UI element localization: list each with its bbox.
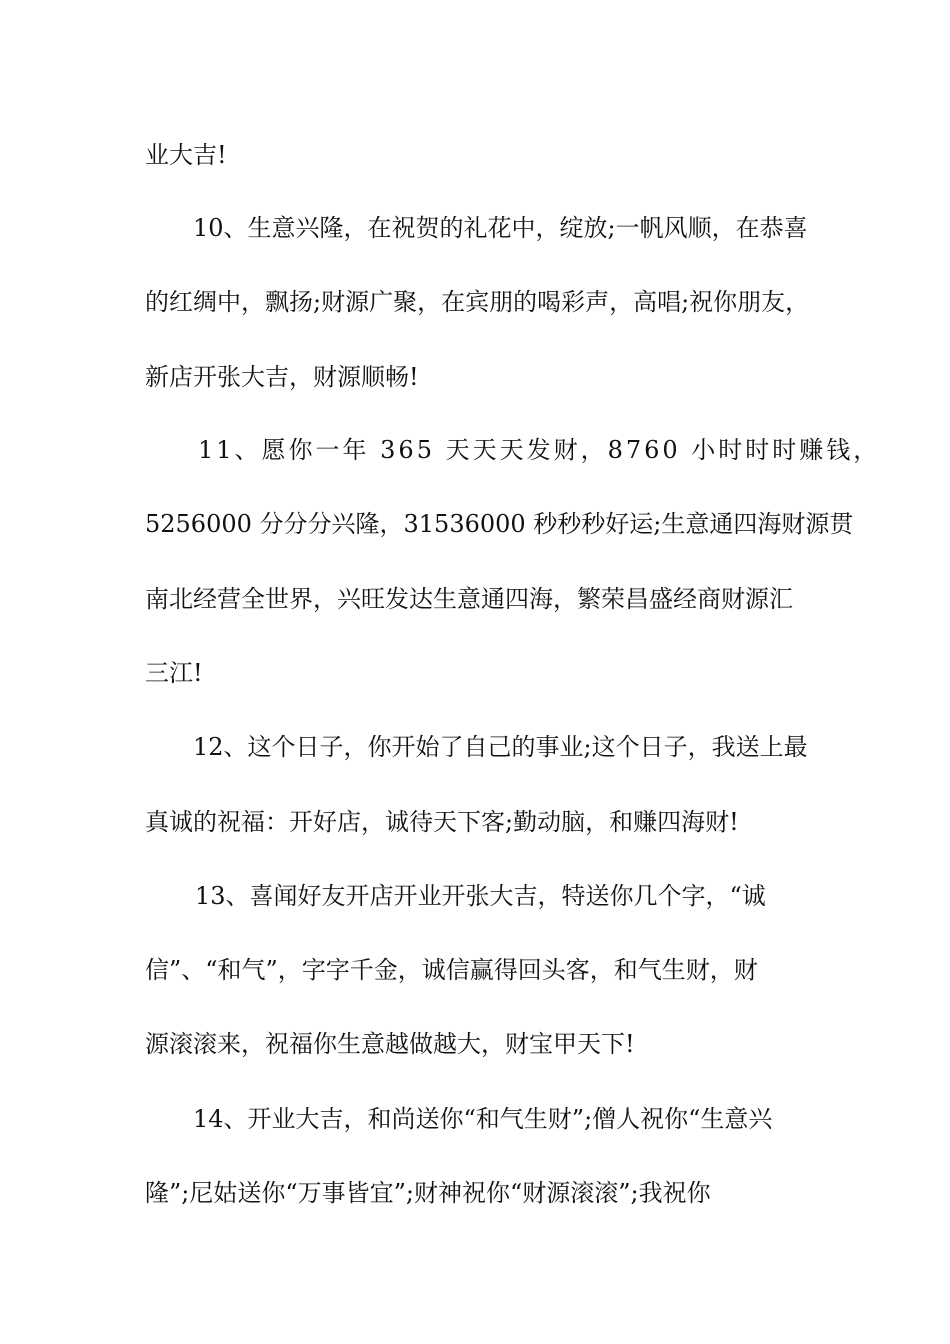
text-line: 11、愿你一年 365 天天天发财，8760 小时时时赚钱， (198, 436, 881, 464)
text-line: 10、生意兴隆，在祝贺的礼花中，绽放;一帆风顺，在恭喜 (193, 214, 808, 242)
text-line: 隆”;尼姑送你“万事皆宜”;财神祝你“财源滚滚”;我祝你 (145, 1179, 711, 1207)
text-line: 13、喜闻好友开店开业开张大吉，特送你几个字，“诚 (195, 882, 766, 910)
text-line: 信”、“和气”，字字千金，诚信赢得回头客，和气生财，财 (145, 956, 758, 984)
text-line: 5256000 分分分兴隆，31536000 秒秒秒好运;生意通四海财源贯 (145, 510, 854, 538)
text-line: 业大吉! (145, 141, 227, 169)
text-line: 新店开张大吉，财源顺畅! (145, 363, 419, 391)
text-line: 的红绸中，飘扬;财源广聚，在宾朋的喝彩声，高唱;祝你朋友， (145, 288, 810, 316)
text-line: 14、开业大吉，和尚送你“和气生财”;僧人祝你“生意兴 (193, 1105, 773, 1133)
text-line: 12、这个日子，你开始了自己的事业;这个日子，我送上最 (193, 733, 808, 761)
text-line: 源滚滚来，祝福你生意越做越大，财宝甲天下! (145, 1030, 635, 1058)
text-line: 真诚的祝福：开好店，诚待天下客;勤动脑，和赚四海财! (145, 808, 739, 836)
text-line: 三江! (145, 659, 203, 687)
text-line: 南北经营全世界，兴旺发达生意通四海，繁荣昌盛经商财源汇 (145, 585, 793, 613)
